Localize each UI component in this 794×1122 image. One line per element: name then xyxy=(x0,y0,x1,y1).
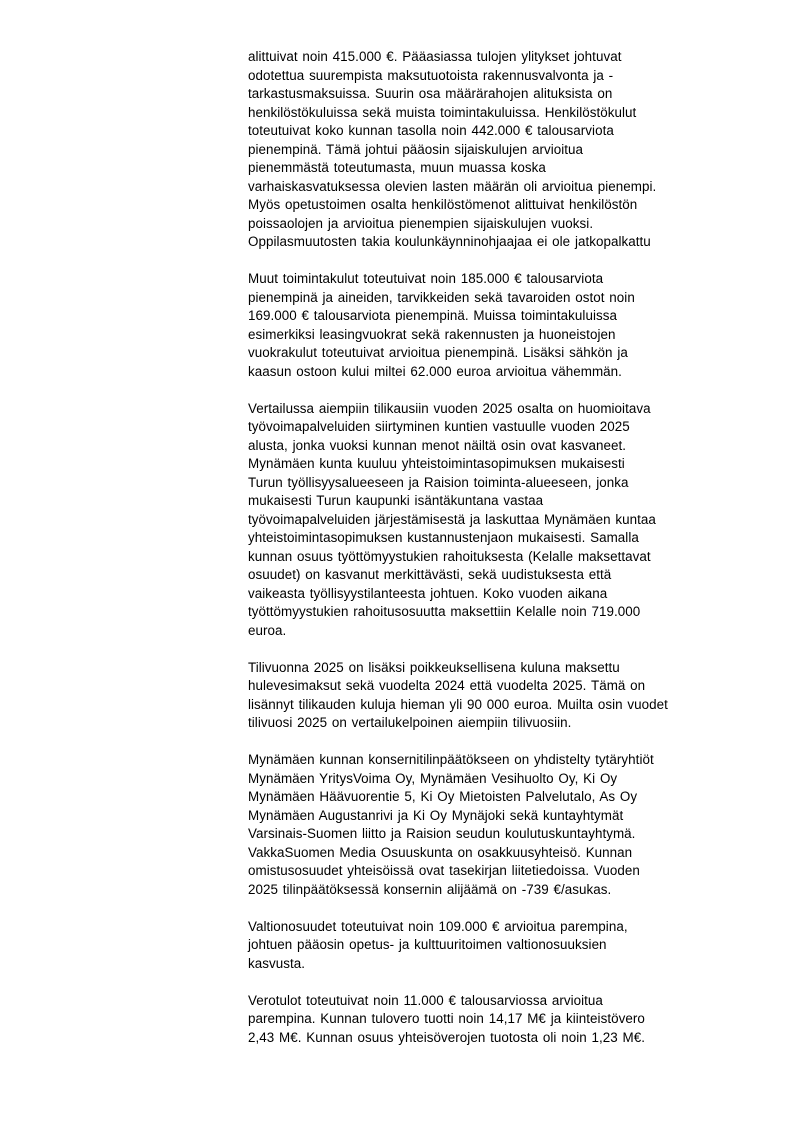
body-text xyxy=(248,48,748,1066)
text-line: Mynämäen YritysVoima Oy, Mynämäen Vesihuolto Oy, Ki Oy xyxy=(248,770,618,786)
text-line: yhteistoimintasopimuksen kustannustenjaon mukaisesti. Samalla xyxy=(248,530,639,545)
paragraph-tax-revenue xyxy=(248,992,748,1048)
text-line: johtuen pääosin opetus- ja kulttuuritoimen valtionosuuksien xyxy=(248,937,607,952)
text-line: Mynämäen Augustanrivi ja Ki Oy Mynäjoki sekä kuntayhtymät xyxy=(248,807,624,823)
text-line: kunnan osuus työttömyystukien rahoituksesta (Kelalle maksettavat xyxy=(248,548,651,564)
text-line: Valtionosuudet toteutuivat noin 109.000 € arvioitua parempina, xyxy=(248,918,628,934)
paragraph-budget-underrun xyxy=(248,48,748,252)
text-line: vuokrakulut toteutuivat arvioitua pienempinä. Lisäksi sähkön ja xyxy=(248,345,628,360)
text-line: pienempinä. Tämä johtui pääosin sijaiskulujen arvioitua xyxy=(248,141,584,157)
text-line: Varsinais-Suomen liitto ja Raision seudun koulutuskuntayhtymä. xyxy=(248,826,636,841)
text-line: odotettua suurempista maksutuotoista rakennusvalvonta ja - xyxy=(248,67,614,83)
text-line: Oppilasmuutosten takia koulunkäynninohjaajaa ei ole jatkopalkattu xyxy=(248,234,651,249)
text-line: hulevesimaksut sekä vuodelta 2024 että vuodelta 2025. Tämä on xyxy=(248,678,646,693)
paragraph-stormwater-fees xyxy=(248,659,748,733)
paragraph-state-subsidies xyxy=(248,918,748,974)
text-line: Mynämäen Häävuorentie 5, Ki Oy Mietoisten Palvelutalo, As Oy xyxy=(248,789,638,804)
text-line: lisännyt tilikauden kuluja hieman yli 90 000 euroa. Muilta osin vuodet xyxy=(248,696,668,712)
text-line: pienemmästä toteutumasta, muun muassa koska xyxy=(248,160,546,175)
text-line: alittuivat noin 415.000 €. Pääasiassa tulojen ylitykset johtuvat xyxy=(248,49,622,64)
text-line: pienempinä ja aineiden, tarvikkeiden sekä tavaroiden ostot noin xyxy=(248,289,635,305)
text-line: alusta, jonka vuoksi kunnan menot näiltä osin ovat kasvaneet. xyxy=(248,437,627,453)
paragraph-group-statements xyxy=(248,751,748,899)
text-line: toteutuivat koko kunnan tasolla noin 442.000 € talousarviota xyxy=(248,123,614,138)
text-line: 2,43 M€. Kunnan osuus yhteisöverojen tuotosta oli noin 1,23 M€. xyxy=(248,1029,646,1045)
text-line: kasvusta. xyxy=(248,955,306,971)
text-line: osuudet) on kasvanut merkittävästi, sekä uudistuksesta että xyxy=(248,567,612,582)
paragraph-other-operating-costs xyxy=(248,270,748,381)
text-line: 169.000 € talousarviota pienempinä. Muissa toimintakuluissa xyxy=(248,308,617,323)
text-line: Muut toimintakulut toteutuivat noin 185.000 € talousarviota xyxy=(248,271,604,286)
text-line: esimerkiksi leasingvuokrat sekä rakennusten ja huoneistojen xyxy=(248,326,616,342)
text-line: Verotulot toteutuivat noin 11.000 € talousarviossa arvioitua xyxy=(248,992,603,1008)
text-line: Vertailussa aiempiin tilikausiin vuoden 2025 osalta on huomioitava xyxy=(248,400,651,416)
text-line: VakkaSuomen Media Osuuskunta on osakkuusyhteisö. Kunnan xyxy=(248,844,633,860)
text-line: poissaolojen ja arvioitua pienempien sijaiskulujen vuoksi. xyxy=(248,215,594,231)
text-line: henkilöstökuluissa sekä muista toimintakuluissa. Henkilöstökulut xyxy=(248,104,637,120)
text-line: mukaisesti Turun kaupunki isäntäkuntana vastaa xyxy=(248,493,544,508)
text-line: Mynämäen kunta kuuluu yhteistoimintasopimuksen mukaisesti xyxy=(248,456,625,471)
text-line: Turun työllisyysalueeseen ja Raision toiminta-alueeseen, jonka xyxy=(248,474,629,490)
text-line: parempina. Kunnan tulovero tuotti noin 14,17 M€ ja kiinteistövero xyxy=(248,1011,645,1026)
text-line: tarkastusmaksuissa. Suurin osa määrärahojen alituksista on xyxy=(248,86,613,101)
text-line: omistusosuudet yhteisöissä ovat tasekirjan liitetiedoissa. Vuoden xyxy=(248,863,640,878)
text-line: työvoimapalveluiden siirtyminen kuntien vastuulle vuoden 2025 xyxy=(248,419,630,434)
text-line: varhaiskasvatuksessa olevien lasten määrän oli arvioitua pienempi. xyxy=(248,178,657,194)
text-line: euroa. xyxy=(248,622,287,638)
text-line: työvoimapalveluiden järjestämisestä ja laskuttaa Mynämäen kuntaa xyxy=(248,511,656,527)
text-line: tilivuosi 2025 on vertailukelpoinen aiempiin tilivuosiin. xyxy=(248,715,572,730)
text-line: vaikeasta työllisyystilanteesta johtuen. Koko vuoden aikana xyxy=(248,585,608,601)
text-line: Myös opetustoimen osalta henkilöstömenot alittuivat henkilöstön xyxy=(248,197,638,212)
text-line: Mynämäen kunnan konsernitilinpäätökseen on yhdistelty tytäryhtiöt xyxy=(248,752,654,767)
paragraph-employment-services xyxy=(248,400,748,641)
text-line: kaasun ostoon kului miltei 62.000 euroa arvioitua vähemmän. xyxy=(248,363,622,379)
text-line: työttömyystukien rahoitusosuutta maksettiin Kelalle noin 719.000 xyxy=(248,604,641,619)
text-line: 2025 tilinpäätöksessä konsernin alijäämä on -739 €/asukas. xyxy=(248,881,612,897)
text-line: Tilivuonna 2025 on lisäksi poikkeuksellisena kuluna maksettu xyxy=(248,659,620,675)
